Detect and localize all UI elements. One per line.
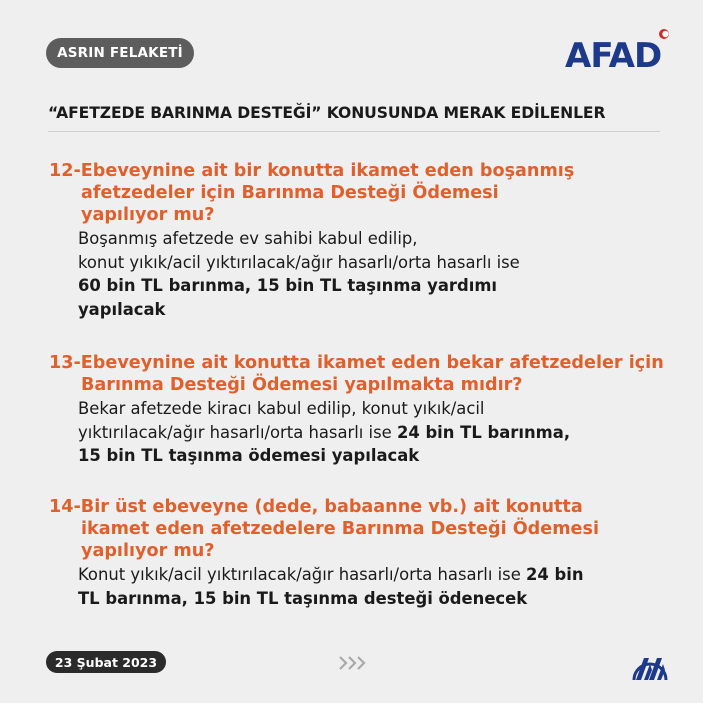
question-line: ikamet eden afetzedelere Barınma Desteği Ödemesi [81, 519, 599, 539]
question-14 [49, 496, 679, 562]
answer-highlight: TL barınma, 15 bin TL taşınma desteği ödenecek [78, 588, 528, 608]
chevrons-right-icon [338, 653, 368, 673]
answer-highlight: 15 bin TL taşınma ödemesi yapılacak [78, 446, 420, 465]
answer-14 [49, 563, 679, 610]
page-title: “AFETZEDE BARINMA DESTEĞİ” KONUSUNDA MERAK EDİLENLER [48, 104, 606, 122]
answer-highlight: 60 bin TL barınma, 15 bin TL taşınma yardımı [78, 276, 498, 295]
question-line: afetzedeler için Barınma Desteği Ödemesi [81, 183, 499, 203]
qa-item-13 [49, 352, 679, 468]
answer-text: Konut yıkık/acil yıktırılacak/ağır hasarlı/orta hasarlı ise [78, 565, 526, 584]
question-12 [49, 160, 679, 226]
category-tag: ASRIN FELAKETİ [46, 38, 194, 68]
question-13 [49, 352, 679, 396]
afad-logo-text: AFAD [565, 36, 662, 76]
answer-12 [49, 227, 679, 321]
question-line: Barınma Desteği Ödemesi yapılmakta mıdır? [81, 375, 523, 395]
question-line: 14-Bir üst ebeveyne (dede, babaanne vb.) ait konutta [49, 497, 583, 517]
answer-highlight: 24 bin TL barınma, [396, 422, 571, 442]
date-badge: 23 Şubat 2023 [46, 651, 166, 673]
answer-highlight: 24 bin [526, 565, 584, 584]
question-line: 13-Ebeveynine ait konutta ikamet eden bekar afetzedeler için [49, 353, 664, 373]
aa-logo-icon [628, 644, 672, 682]
answer-line: Bekar afetzede kiracı kabul edilip, konut yıkık/acil [78, 399, 485, 418]
question-line: yapılıyor mu? [81, 541, 215, 561]
answer-line: Boşanmış afetzede ev sahibi kabul edilip, [78, 229, 418, 248]
answer-13 [49, 397, 679, 468]
question-line: 12-Ebeveynine ait bir konutta ikamet eden boşanmış [49, 161, 575, 181]
afad-logo [563, 26, 673, 76]
question-line: yapılıyor mu? [81, 205, 215, 225]
answer-line: konut yıkık/acil yıktırılacak/ağır hasarlı/orta hasarlı ise [78, 252, 520, 272]
qa-item-12 [49, 160, 679, 321]
answer-text: yıktırılacak/ağır hasarlı/orta hasarlı ise [78, 422, 397, 442]
title-divider [48, 131, 660, 132]
qa-item-14 [49, 496, 679, 610]
answer-highlight: yapılacak [78, 299, 166, 319]
